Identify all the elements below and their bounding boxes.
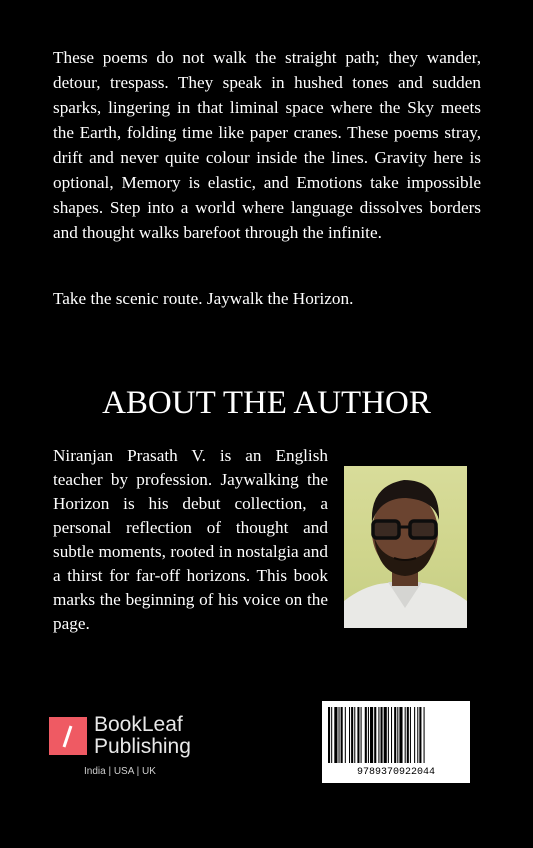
isbn-number: 9789370922044 [356, 767, 435, 778]
author-portrait-illustration [344, 466, 467, 628]
about-author-heading: ABOUT THE AUTHOR [102, 385, 431, 421]
back-cover-tagline: Take the scenic route. Jaywalk the Horizon. [53, 289, 354, 308]
publisher-logo-icon [49, 717, 87, 755]
publisher-regions: India | USA | UK [84, 766, 156, 777]
back-cover-blurb: These poems do not walk the straight path; they wander, detour, trespass. They speak in hushed tones and sudden sparks, lingering in that liminal space where the Sky meets the Earth, folding time like paper cranes. These poems stray, drift and never quite colour inside the lines. Gravity here is optional, Memory is elastic, and Emotions take impossible shapes. Step into a world where language dissolves borders and thought walks barefoot through the infinite. [53, 48, 481, 242]
author-bio: Niranjan Prasath V. is an English teacher by profession. Jaywalking the Horizon is his debut collection, a personal reflection of thought and subtle moments, rooted in nostalgia and a thirst for far-off horizons. This book marks the beginning of his voice on the page. [53, 446, 328, 633]
publisher-name-line1: BookLeaf [94, 713, 183, 736]
isbn-barcode [322, 701, 470, 783]
publisher-name [94, 714, 191, 758]
barcode-bars [322, 701, 470, 765]
publisher-name-line2: Publishing [94, 735, 191, 758]
author-photo [344, 466, 467, 628]
